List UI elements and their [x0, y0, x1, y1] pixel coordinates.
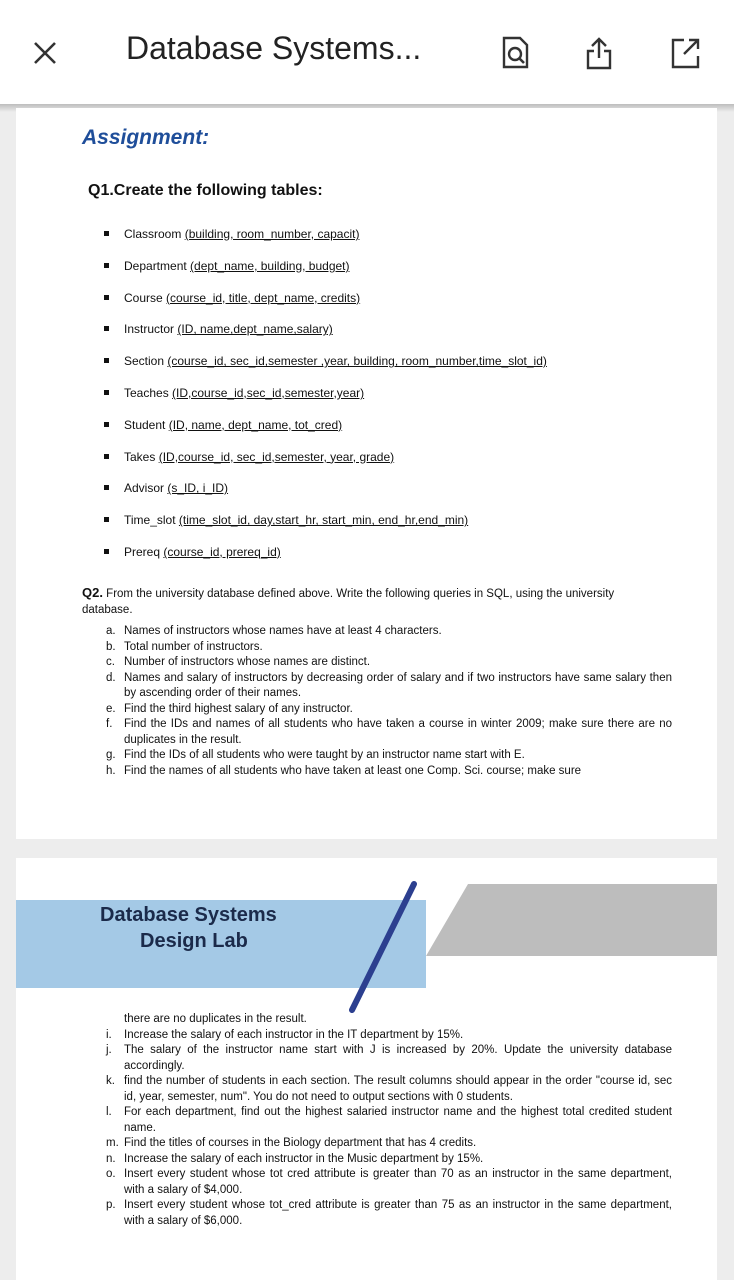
- table-attributes: (course_id, sec_id,semester ,year, building, room_number,time_slot_id): [167, 354, 547, 369]
- query-item: [82, 717, 672, 748]
- table-item: [104, 511, 547, 543]
- table-attributes: (time_slot_id, day,start_hr, start_min, end_hr,end_min): [178, 513, 469, 528]
- query-item: [82, 702, 672, 718]
- query-text: The salary of the instructor name start with J is increased by 20%. Update the university database accordingly.: [124, 1044, 672, 1072]
- banner-slash-decoration: [316, 880, 426, 1015]
- table-name: Takes: [124, 449, 156, 464]
- query-item: [82, 748, 672, 764]
- query-item: [82, 640, 672, 656]
- query-letter: i.: [106, 1028, 112, 1041]
- query-letter: d.: [106, 671, 116, 684]
- lab-title: [100, 902, 277, 954]
- table-attributes: (ID, name,dept_name,salary): [177, 322, 333, 337]
- assignment-heading: Assignment:: [82, 126, 210, 149]
- query-letter: h.: [106, 764, 116, 777]
- query-text: For each department, find out the highest salaried instructor name and the highest total credited student name.: [124, 1106, 672, 1134]
- tables-list: [104, 225, 547, 575]
- query-letter: b.: [106, 640, 116, 653]
- queries-list-page-2-wrapper: [82, 1012, 672, 1229]
- table-item: [104, 479, 547, 511]
- document-page-1: [16, 108, 717, 839]
- document-page-2: [16, 858, 717, 1280]
- continuation-text: there are no duplicates in the result.: [124, 1013, 307, 1025]
- query-item: [82, 1043, 672, 1074]
- table-item: [104, 352, 547, 384]
- query-text: Find the IDs and names of all students who have taken a course in winter 2009; make sure there are no duplicates in the result.: [124, 718, 672, 746]
- query-letter: o.: [106, 1168, 116, 1180]
- query-item: [82, 1167, 672, 1198]
- query-letter: e.: [106, 702, 116, 715]
- search-in-document-icon[interactable]: [500, 36, 530, 70]
- queries-list-page-2: [82, 1028, 672, 1230]
- query-item: [82, 1074, 672, 1105]
- query-text: Find the third highest salary of any instructor.: [124, 702, 353, 715]
- query-text: Find the names of all students who have taken at least one Comp. Sci. course; make sure: [124, 764, 582, 777]
- query-item: [82, 1152, 672, 1168]
- query-letter: g.: [106, 749, 116, 761]
- table-name: Student: [124, 417, 166, 432]
- close-icon[interactable]: [30, 38, 60, 68]
- table-name: Course: [124, 290, 163, 305]
- query-item: [82, 1105, 672, 1136]
- table-attributes: (course_id, prereq_id): [163, 544, 281, 559]
- q2-label: Q2.: [82, 585, 103, 600]
- query-text: Find the titles of courses in the Biology department that has 4 credits.: [124, 1137, 477, 1149]
- query-letter: l.: [106, 1106, 112, 1118]
- query-item: [82, 655, 672, 671]
- table-name: Section: [124, 354, 165, 369]
- query-item: [82, 1198, 672, 1229]
- query-text: Find the IDs of all students who were taught by an instructor name start with E.: [124, 749, 525, 761]
- document-title: Database Systems...: [126, 30, 422, 66]
- table-item: [104, 225, 547, 257]
- table-name: Prereq: [124, 544, 161, 559]
- query-text: Increase the salary of each instructor in the Music department by 15%.: [124, 1152, 484, 1165]
- query-item: [82, 1136, 672, 1152]
- query-letter: p.: [106, 1199, 116, 1211]
- q1-heading: Q1.Create the following tables:: [88, 182, 323, 199]
- query-text: Insert every student whose tot cred attribute is greater than 70 as an instructor in the same department, with a salary of $4,000.: [124, 1168, 672, 1196]
- table-attributes: (ID,course_id,sec_id,semester,year): [172, 385, 365, 400]
- banner-gray-band: [426, 884, 717, 956]
- query-text: find the number of students in each section. The result columns should appear in the order "course id, sec id, year, semester, num". You do not need to output sections with 0 students.: [124, 1075, 672, 1103]
- query-item: [82, 1028, 672, 1044]
- query-letter: c.: [106, 656, 115, 668]
- query-letter: j.: [106, 1044, 112, 1056]
- table-attributes: (ID,course_id, sec_id,semester, year, grade): [158, 449, 395, 464]
- query-item: [82, 764, 672, 780]
- table-attributes: (building, room_number, capacit): [184, 227, 360, 241]
- table-item: [104, 543, 547, 575]
- query-text: Increase the salary of each instructor in the IT department by 15%.: [124, 1028, 464, 1041]
- query-letter: m.: [106, 1137, 119, 1149]
- query-item: [82, 624, 672, 640]
- query-text: Insert every student whose tot_cred attribute is greater than 75 as an instructor in the same department, with a salary of $6,000.: [124, 1199, 672, 1227]
- table-attributes: (ID, name, dept_name, tot_cred): [168, 417, 343, 432]
- table-attributes: (s_ID, i_ID): [167, 481, 229, 496]
- table-item: [104, 384, 547, 416]
- table-item: [104, 448, 547, 480]
- query-text: Total number of instructors.: [124, 640, 263, 653]
- q2-intro: [82, 585, 654, 618]
- query-letter: k.: [106, 1075, 115, 1087]
- query-item: [82, 671, 672, 702]
- q2-intro-text: From the university database defined above. Write the following queries in SQL, using the university database.: [82, 588, 615, 616]
- table-name: Classroom: [124, 227, 182, 241]
- lab-title-line-2: Design Lab: [140, 930, 248, 952]
- table-item: [104, 257, 547, 289]
- table-name: Time_slot: [124, 513, 176, 528]
- query-letter: n.: [106, 1152, 116, 1165]
- lab-title-line-1: Database Systems: [100, 904, 277, 926]
- table-attributes: (course_id, title, dept_name, credits): [166, 290, 361, 305]
- query-letter: a.: [106, 625, 116, 637]
- query-letter: f.: [106, 718, 113, 730]
- query-text: Names and salary of instructors by decreasing order of salary and if two instructors have same salary then by ascending order of their names.: [124, 671, 672, 699]
- table-name: Advisor: [124, 481, 165, 496]
- query-text: Names of instructors whose names have at least 4 characters.: [124, 625, 442, 637]
- table-name: Instructor: [124, 322, 175, 337]
- table-name: Department: [124, 258, 187, 273]
- table-item: [104, 320, 547, 352]
- top-app-bar: [0, 0, 734, 104]
- share-icon[interactable]: [584, 36, 614, 70]
- table-item: [104, 416, 547, 448]
- open-external-icon[interactable]: [670, 36, 700, 70]
- table-attributes: (dept_name, building, budget): [190, 258, 350, 273]
- table-item: [104, 289, 547, 321]
- table-name: Teaches: [124, 385, 169, 400]
- query-text: Number of instructors whose names are distinct.: [124, 656, 371, 668]
- queries-list-page-1: [82, 624, 672, 779]
